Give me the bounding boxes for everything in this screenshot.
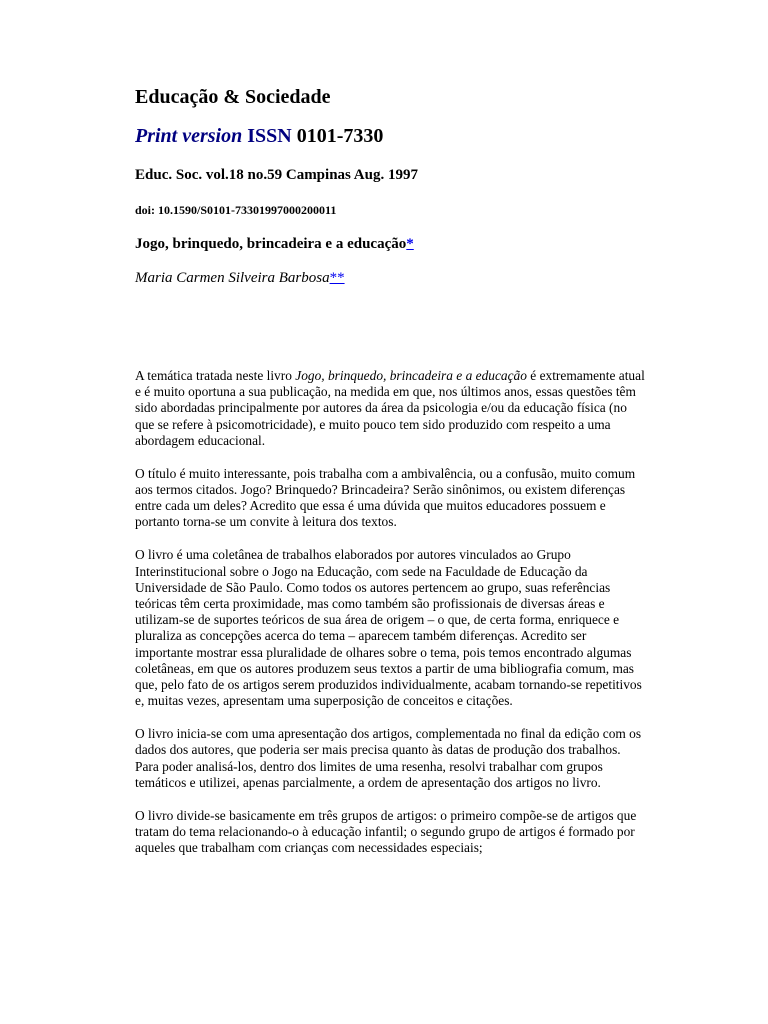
paragraph: O livro inicia-se com uma apresentação dos artigos, complementada no final da edição com os dados dos autores, que poderia ser mais precisa quanto às datas de produção dos trabalhos. Para poder analisá-los, dentro dos limites de uma resenha, resolvi trabalhar com grupos temáticos e utilizei, apenas parcialmente, a ordem de apresentação dos artigos no livro.: [135, 726, 642, 790]
author-footnote-link[interactable]: **: [329, 270, 345, 286]
issn-line: [135, 125, 383, 148]
issue-citation: Educ. Soc. vol.18 no.59 Campinas Aug. 1997: [135, 167, 418, 183]
doi: doi: 10.1590/S0101-73301997000200011: [135, 203, 337, 217]
issn-label: ISSN: [247, 125, 292, 147]
article-author: [135, 270, 345, 287]
article-body: [135, 368, 645, 873]
journal-title: Educação & Sociedade: [135, 86, 331, 108]
paragraph-text: é extremamente atual e é muito oportuna a sua publicação, na medida em que, nos últimos anos, essas questões têm sido abordadas principalmente por autores da área da psicologia e/ou da educação física (no que se refere à psicomotricidade), e muito pouco tem sido produzido com respeito a uma abordagem educacional.: [135, 368, 645, 448]
print-version-label: Print version: [135, 125, 243, 147]
article-title-text: Jogo, brinquedo, brincadeira e a educação: [135, 236, 407, 252]
paragraph-text: A temática tratada neste livro: [135, 368, 296, 383]
paragraph: O título é muito interessante, pois trabalha com a ambivalência, ou a confusão, muito comum aos termos citados. Jogo? Brinquedo? Brincadeira? Serão sinônimos, ou existem diferenças entre cada um deles? Acredito que essa é uma dúvida que muitos educadores possuem e portanto torna-se um convite à leitura dos textos.: [135, 465, 636, 530]
book-title: Jogo, brinquedo, brincadeira e a educação: [295, 368, 527, 383]
paragraph: [135, 368, 645, 449]
author-name: Maria Carmen Silveira Barbosa: [135, 270, 330, 286]
paragraph: O livro divide-se basicamente em três grupos de artigos: o primeiro compõe-se de artigos que tratam do tema relacionando-o à educação infantil; o segundo grupo de artigos é formado por aqueles que trabalham com crianças com necessidades especiais;: [135, 807, 637, 856]
title-footnote-link[interactable]: *: [406, 236, 414, 252]
article-title: [135, 236, 414, 253]
issn-number: 0101-7330: [296, 125, 384, 147]
paragraph: O livro é uma coletânea de trabalhos elaborados por autores vinculados ao Grupo Interinstitucional sobre o Jogo na Educação, com sede na Faculdade de Educação da Universidade de São Paulo. Como todos os autores pertencem ao grupo, suas referências teóricas têm certa proximidade, mas como também são profissionais de diversas áreas e utilizam-se de suportes teóricos de sua área de origem – o que, de certa forma, enriquece e pluraliza as concepções acerca do tema – aparecem também diferenças. Acredito ser importante mostrar essa pluralidade de olhares sobre o tema, pois temos encontrado algumas coletâneas, em que os autores produzem seus textos a partir de uma bibliografia comum, mas que, pelo fato de os artigos serem produzidos individualmente, acabam tornando-se repetitivos e, muitas vezes, apresentam uma superposição de conceitos e citações.: [135, 547, 642, 709]
